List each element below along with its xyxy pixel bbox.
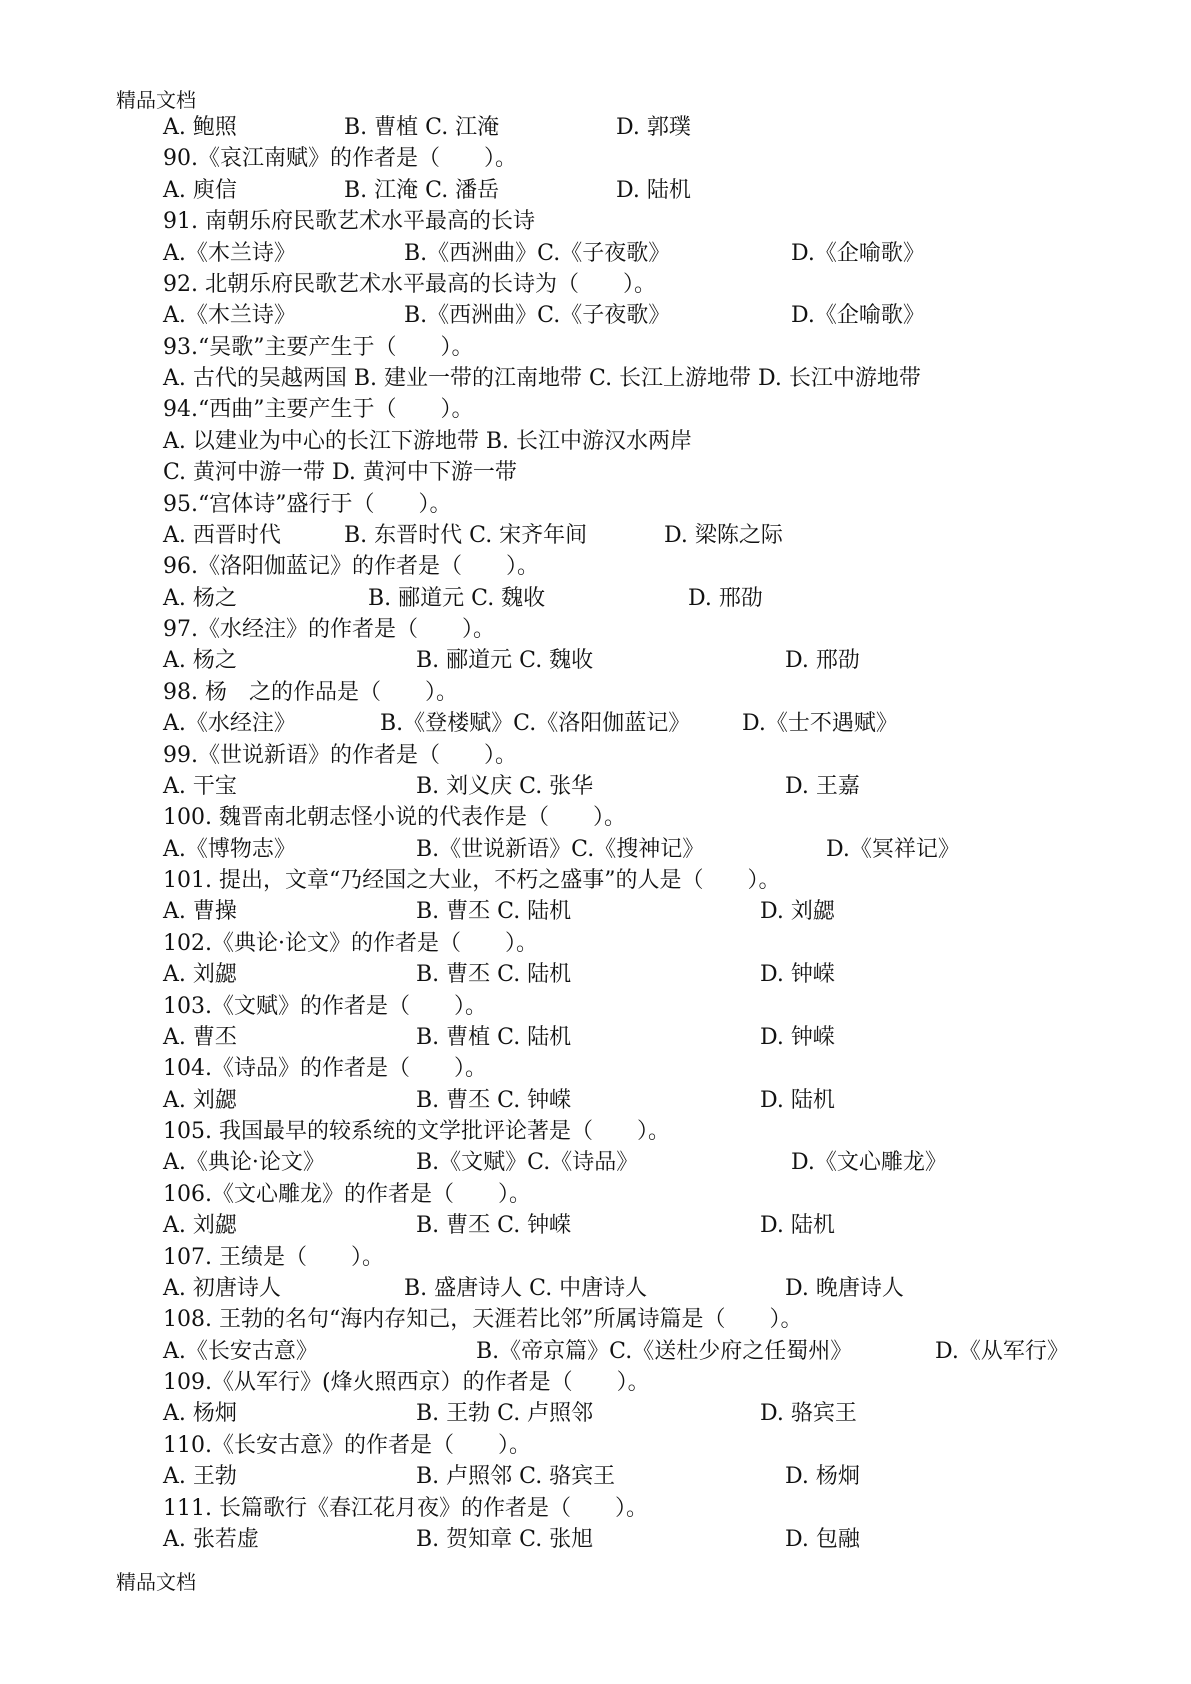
option-a: A. 杨之 [163, 648, 237, 674]
option-d: D. 王嘉 [785, 773, 860, 799]
question-text: 106.《文心雕龙》的作者是（ ）。 [163, 1181, 531, 1207]
question-line [0, 1304, 1191, 1335]
option-a: A. 干宝 [163, 773, 237, 799]
answer-options-line [0, 1210, 1191, 1241]
question-line [0, 1367, 1191, 1398]
option-b-c: B. 曹丕 C. 陆机 [416, 899, 572, 925]
option-b-c: B. 盛唐诗人 C. 中唐诗人 [404, 1275, 648, 1301]
question-list [0, 112, 1191, 1555]
option-d: D.《企喻歌》 [791, 240, 925, 266]
answer-options-line [0, 300, 1191, 331]
option-b-c: B. 曹丕 C. 陆机 [416, 962, 572, 988]
answer-options-line [0, 1022, 1191, 1053]
option-d: D. 钟嵘 [760, 1024, 835, 1050]
answer-options-text: A. 以建业为中心的长江下游地带 B. 长江中游汉水两岸 [163, 428, 693, 454]
question-text: 107. 王绩是（ ）。 [163, 1244, 384, 1270]
option-d: D.《士不遇赋》 [742, 711, 898, 737]
option-d: D. 杨炯 [785, 1464, 860, 1490]
question-line [0, 143, 1191, 174]
option-b-c: B.《登楼赋》C.《洛阳伽蓝记》 [380, 711, 691, 737]
option-a: A. 初唐诗人 [163, 1275, 281, 1301]
option-a: A. 王勃 [163, 1464, 237, 1490]
answer-options-line [0, 175, 1191, 206]
option-d: D. 邢劭 [785, 648, 860, 674]
option-b-c: B. 江淹 C. 潘岳 [344, 177, 500, 203]
question-line [0, 991, 1191, 1022]
question-text: 95.“宫体诗”盛行于（ ）。 [163, 491, 452, 517]
answer-options-line [0, 771, 1191, 802]
option-b-c: B. 郦道元 C. 魏收 [368, 585, 546, 611]
question-text: 108. 王勃的名句“海内存知己，天涯若比邻”所属诗篇是（ ）。 [163, 1307, 803, 1333]
answer-options-line [0, 1085, 1191, 1116]
question-text: 109.《从军行》(烽火照西京）的作者是（ ）。 [163, 1370, 650, 1395]
option-d: D. 陆机 [760, 1213, 835, 1239]
option-b-c: B. 曹丕 C. 钟嵘 [416, 1087, 572, 1113]
option-b-c: B. 王勃 C. 卢照邻 [416, 1401, 594, 1427]
question-line [0, 489, 1191, 520]
option-d: D. 陆机 [760, 1087, 835, 1113]
question-line [0, 614, 1191, 645]
question-text: 102.《典论·论文》的作者是（ ）。 [163, 930, 538, 956]
question-line [0, 1179, 1191, 1210]
answer-options-line [0, 1147, 1191, 1178]
question-text: 93.“吴歌”主要产生于（ ）。 [163, 334, 474, 360]
option-a: A.《木兰诗》 [163, 240, 296, 266]
option-d: D. 郭璞 [616, 115, 691, 140]
question-text: 97.《水经注》的作者是（ ）。 [163, 617, 495, 642]
answer-options-line [0, 238, 1191, 269]
answer-options-line [0, 1336, 1191, 1367]
option-a: A.《木兰诗》 [163, 303, 296, 329]
option-a: A. 刘勰 [163, 1087, 237, 1113]
answer-options-line [0, 457, 1191, 488]
option-d: D.《企喻歌》 [791, 303, 925, 329]
question-text: 103.《文赋》的作者是（ ）。 [163, 993, 487, 1019]
question-line [0, 1430, 1191, 1461]
option-b-c: B. 贺知章 C. 张旭 [416, 1526, 594, 1552]
question-line [0, 677, 1191, 708]
question-text: 101. 提出，文章“乃经国之大业，不朽之盛事”的人是（ ）。 [163, 868, 781, 893]
question-line [0, 802, 1191, 833]
question-text: 94.“西曲”主要产生于（ ）。 [163, 397, 474, 423]
option-d: D. 钟嵘 [760, 962, 835, 988]
option-d: D. 邢劭 [688, 585, 763, 611]
page-header: 精品文档 [116, 88, 196, 112]
question-text: 110.《长安古意》的作者是（ ）。 [163, 1432, 531, 1458]
option-b-c: B.《西洲曲》C.《子夜歌》 [404, 240, 671, 266]
answer-options-line [0, 1461, 1191, 1492]
question-line [0, 740, 1191, 771]
option-a: A. 曹丕 [163, 1024, 237, 1050]
option-a: A. 鲍照 [163, 115, 237, 140]
question-line [0, 1242, 1191, 1273]
option-d: D.《文心雕龙》 [791, 1150, 947, 1176]
answer-options-text: A. 古代的吴越两国 B. 建业一带的江南地带 C. 长江上游地带 D. 长江中游地带 [163, 366, 921, 391]
option-a: A. 西晋时代 [163, 522, 281, 548]
option-d: D. 晚唐诗人 [785, 1275, 904, 1301]
option-a: A. 杨之 [163, 585, 237, 611]
answer-options-line [0, 896, 1191, 927]
answer-options-line [0, 426, 1191, 457]
option-a: A. 刘勰 [163, 962, 237, 988]
option-b-c: B. 东晋时代 C. 宋齐年间 [344, 522, 588, 548]
question-text: 111. 长篇歌行《春江花月夜》的作者是（ ）。 [163, 1495, 648, 1521]
option-a: A. 杨炯 [163, 1401, 237, 1427]
question-text: 98. 杨 之的作品是（ ）。 [163, 679, 458, 705]
page-footer: 精品文档 [116, 1570, 196, 1594]
option-a: A.《典论·论文》 [163, 1150, 325, 1176]
answer-options-line [0, 1273, 1191, 1304]
question-line [0, 551, 1191, 582]
option-d: D.《从军行》 [935, 1338, 1069, 1364]
question-line [0, 1053, 1191, 1084]
answer-options-line [0, 363, 1191, 394]
question-line [0, 1116, 1191, 1147]
option-b-c: B. 曹植 C. 陆机 [416, 1024, 572, 1050]
question-text: 99.《世说新语》的作者是（ ）。 [163, 742, 517, 768]
option-b-c: B. 曹植 C. 江淹 [344, 115, 500, 140]
question-text: 100. 魏晋南北朝志怪小说的代表作是（ ）。 [163, 805, 626, 831]
question-text: 91. 南朝乐府民歌艺术水平最高的长诗 [163, 209, 535, 235]
answer-options-line [0, 1398, 1191, 1429]
option-b-c: B. 曹丕 C. 钟嵘 [416, 1213, 572, 1239]
option-b-c: B. 刘义庆 C. 张华 [416, 773, 594, 799]
option-a: A.《水经注》 [163, 711, 296, 737]
option-d: D. 包融 [785, 1526, 860, 1552]
question-text: 104.《诗品》的作者是（ ）。 [163, 1056, 487, 1082]
option-d: D. 陆机 [616, 177, 691, 203]
option-a: A. 张若虚 [163, 1526, 259, 1552]
question-text: 96.《洛阳伽蓝记》的作者是（ ）。 [163, 554, 539, 580]
option-d: D. 刘勰 [760, 899, 835, 925]
question-line [0, 865, 1191, 896]
question-line [0, 269, 1191, 300]
option-d: D. 骆宾王 [760, 1401, 857, 1427]
answer-options-line [0, 708, 1191, 739]
question-text: 92. 北朝乐府民歌艺术水平最高的长诗为（ ）。 [163, 271, 656, 297]
answer-options-text: C. 黄河中游一带 D. 黄河中下游一带 [163, 460, 517, 486]
option-b-c: B.《文赋》C.《诗品》 [416, 1150, 639, 1176]
option-d: D. 梁陈之际 [664, 522, 783, 548]
option-a: A.《博物志》 [163, 836, 296, 862]
option-a: A. 曹操 [163, 899, 237, 925]
option-a: A.《长安古意》 [163, 1338, 318, 1364]
question-text: 90.《哀江南赋》的作者是（ ）。 [163, 146, 517, 172]
option-b-c: B. 郦道元 C. 魏收 [416, 648, 594, 674]
option-b-c: B.《帝京篇》C.《送杜少府之任蜀州》 [476, 1338, 853, 1364]
option-a: A. 刘勰 [163, 1213, 237, 1239]
question-line [0, 928, 1191, 959]
answer-options-line [0, 834, 1191, 865]
question-line [0, 394, 1191, 425]
question-text: 105. 我国最早的较系统的文学批评论著是（ ）。 [163, 1119, 670, 1144]
answer-options-line [0, 1524, 1191, 1555]
option-a: A. 庾信 [163, 177, 237, 203]
answer-options-line [0, 583, 1191, 614]
option-b-c: B.《世说新语》C.《搜神记》 [416, 836, 705, 862]
answer-options-line [0, 520, 1191, 551]
answer-options-line [0, 112, 1191, 143]
option-b-c: B. 卢照邻 C. 骆宾王 [416, 1464, 616, 1490]
answer-options-line [0, 645, 1191, 676]
question-line [0, 332, 1191, 363]
question-line [0, 1493, 1191, 1524]
option-b-c: B.《西洲曲》C.《子夜歌》 [404, 303, 671, 329]
answer-options-line [0, 959, 1191, 990]
option-d: D.《冥祥记》 [826, 836, 960, 862]
question-line [0, 206, 1191, 237]
